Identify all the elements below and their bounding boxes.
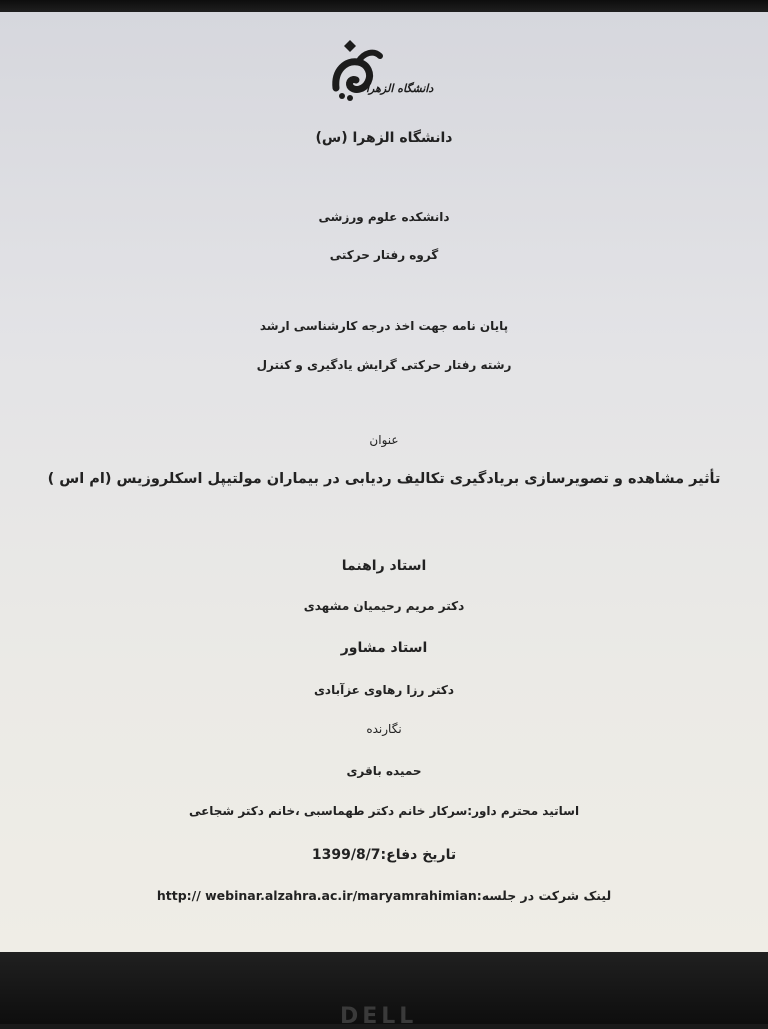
session-link-row [0,888,768,903]
monitor-brand-logo: DELL [340,1004,418,1029]
university-name: دانشگاه الزهرا (س) [315,130,453,146]
thesis-purpose: پایان نامه جهت اخذ درجه کارشناسی ارشد [259,319,509,333]
advisor-label: استاد مشاور [340,640,428,656]
session-link-label: لینک شرکت در جلسه: [476,888,612,903]
author-label: نگارنده [366,722,402,736]
session-link-url[interactable]: http:// webinar.alzahra.ac.ir/maryamrahimian [156,888,477,903]
supervisor-name: دکتر مریم رحیمیان مشهدی [303,599,465,613]
department-name: گروه رفتار حرکتی [329,248,439,262]
alzahra-university-logo-icon [328,36,448,106]
document-page [0,12,768,952]
advisor-name: دکتر رزا رهاوی عزآبادی [313,683,455,697]
author-name: حمیده باقری [346,764,422,778]
faculty-name: دانشکده علوم ورزشی [318,210,450,224]
title-label: عنوان [369,433,399,447]
defense-date: تاریخ دفاع:1399/8/7 [311,847,457,863]
logo-caption: دانشگاه الزهرا [366,82,434,95]
thesis-title: تأثیر مشاهده و تصویرسازی بریادگیری تکالیف ردیابی در بیماران مولتیپل اسکلروزیس (ام اس ) [47,471,721,487]
supervisor-label: استاد راهنما [341,558,427,574]
major-field: رشته رفتار حرکتی گرایش یادگیری و کنترل [256,358,512,372]
referees: اساتید محترم داور:سرکار خانم دکتر طهماسبی ،خانم دکتر شجاعی [188,804,580,818]
